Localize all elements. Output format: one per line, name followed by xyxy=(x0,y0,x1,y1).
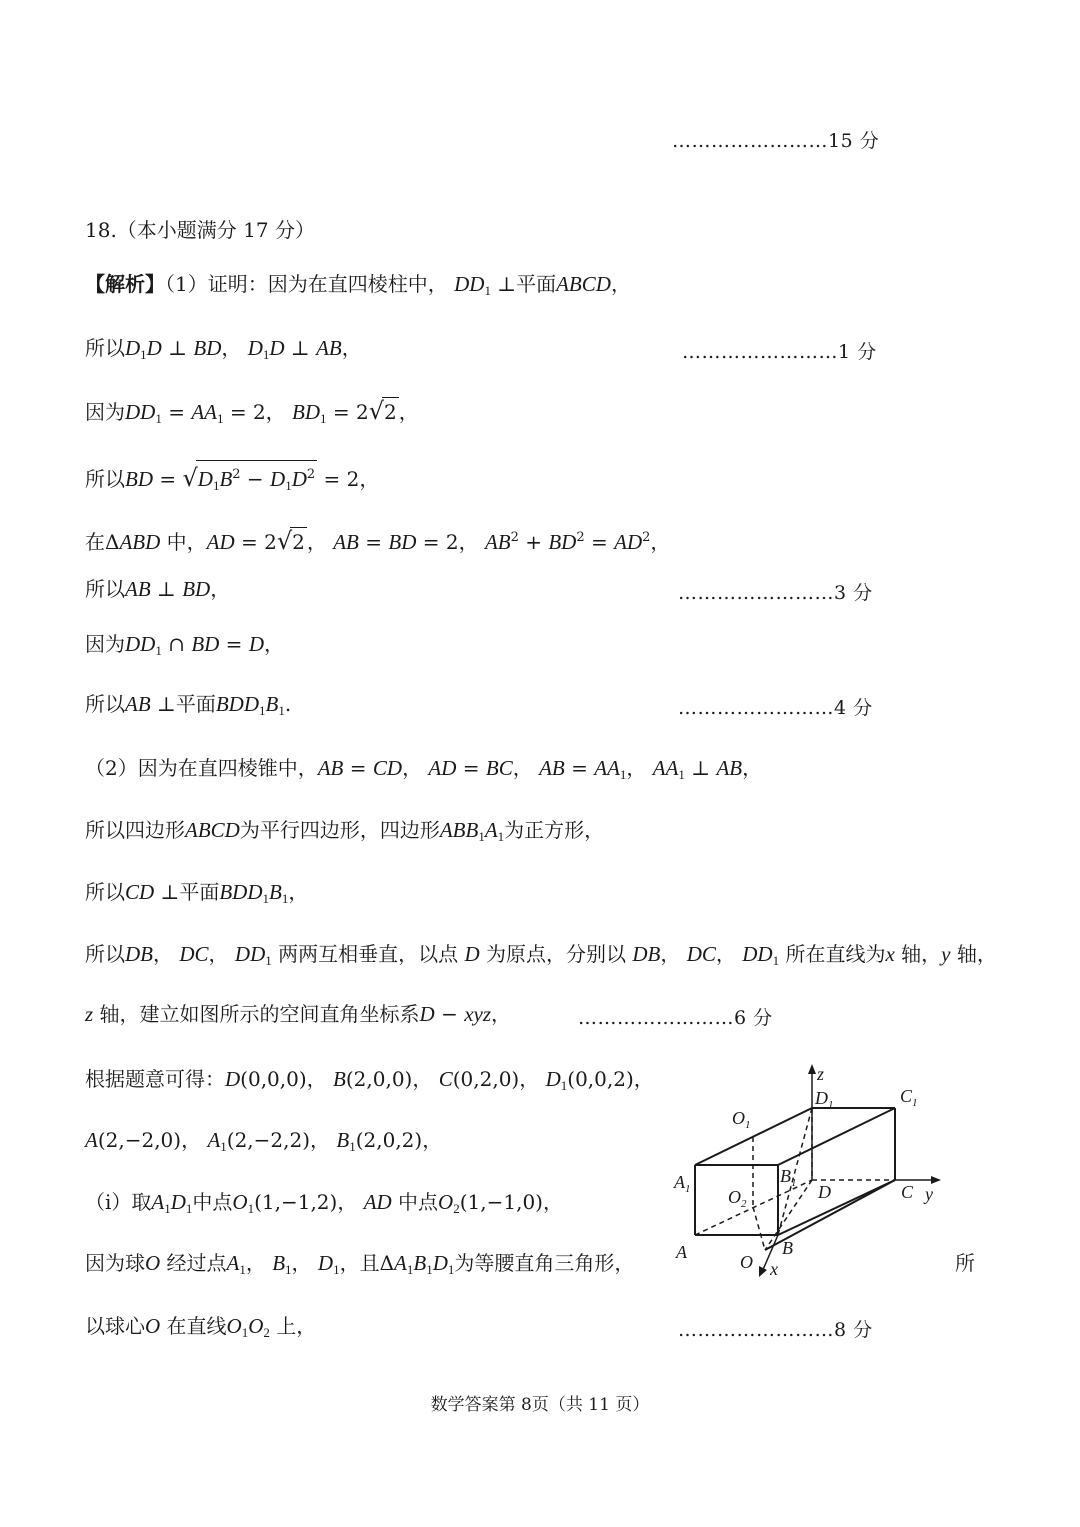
analysis-line-1: 【解析】（1）证明：因为在直四棱柱中， $DD_1$ ⊥平面ABCD， xyxy=(85,272,631,298)
analysis-line-9: （2）因为在直四棱锥中，AB = CD， AD = BC， AB = $AA_1$， $AA_1$ ⊥ AB， xyxy=(85,756,763,782)
analysis-line-12: 所以DB， DC， $DD_1$ 两两互相垂直，以点 D 为原点，分别以 DB， DC， $DD_1$ 所在直线为x 轴，y 轴， xyxy=(85,942,997,968)
label-d1: $D_1$ xyxy=(815,1088,834,1111)
analysis-line-7: 因为$DD_1$ ∩ BD = D， xyxy=(85,632,284,658)
problem-heading: 18.（本小题满分 17 分） xyxy=(85,218,315,242)
label-x: x xyxy=(770,1259,778,1279)
analysis-line-17: 因为球O 经过点$A_1$， $B_1$， $D_1$，且$\Delta A_1B_1D_1$为等腰直角三角形， xyxy=(85,1251,635,1277)
label-b: B xyxy=(782,1238,793,1258)
line-o2-o xyxy=(753,1207,765,1250)
label-c1: $C_1$ xyxy=(900,1086,918,1109)
analysis-line-4: 所以BD = $√D_1B^2 - D_1D^2 = 2$， xyxy=(85,460,379,500)
label-o: O xyxy=(740,1252,753,1272)
analysis-line-15: A(2,−2,0)， $A_1(2,-2,2)$， $B_1(2,0,2)$， xyxy=(85,1128,443,1154)
analysis-line-6: 所以AB ⊥ BD， xyxy=(85,577,231,601)
score-3: ……………………3 分 xyxy=(678,582,873,604)
analysis-line-10: 所以四边形ABCD为平行四边形，四边形$ABB_1A_1$为正方形， xyxy=(85,818,605,844)
analysis-line-16: （i）取$A_1D_1$中点$O_1(1,-1,2)$， AD 中点$O_2(1,-1,0)$， xyxy=(85,1190,563,1216)
label-o2: $O_2$ xyxy=(728,1187,747,1210)
analysis-line-8: 所以AB ⊥平面$BDD_1B_1$. xyxy=(85,692,292,718)
label-b1: $B_1$ xyxy=(780,1166,797,1189)
score-1: ……………………1 分 xyxy=(682,341,877,363)
analysis-line-11: 所以CD ⊥平面$BDD_1B_1$， xyxy=(85,880,309,906)
score-8: ……………………8 分 xyxy=(678,1319,873,1341)
label-a: A xyxy=(676,1242,687,1262)
label-o1: $O_1$ xyxy=(732,1108,751,1131)
label-d: D xyxy=(818,1182,831,1202)
x-arrow xyxy=(759,1266,767,1277)
score-15: ……………………15 分 xyxy=(672,130,880,152)
y-arrow xyxy=(931,1176,941,1184)
analysis-label: 【解析】 xyxy=(85,272,165,296)
analysis-line-2: 所以$D_1D$ ⊥ BD， $D_1D$ ⊥ AB， xyxy=(85,336,362,362)
analysis-line-14: 根据题意可得：D(0,0,0)， B(2,0,0)， C(0,2,0)， $D_1(0,0,2)$， xyxy=(85,1067,654,1093)
p1-intro: （1）证明：因为在直四棱柱中， xyxy=(165,272,448,296)
analysis-line-13: z 轴，建立如图所示的空间直角坐标系D − xyz， xyxy=(85,1002,512,1026)
score-4: ……………………4 分 xyxy=(678,697,873,719)
page-footer: 数学答案第 8页（共 11 页） xyxy=(430,1395,650,1415)
analysis-line-17-tail: 所 xyxy=(955,1251,975,1275)
analysis-line-18: 以球心O 在直线$O_1O_2$ 上， xyxy=(85,1314,317,1340)
label-z: z xyxy=(817,1064,825,1084)
label-a1: $A_1$ xyxy=(674,1172,691,1195)
analysis-line-3: 因为$DD_1 = AA_1 = 2$， $BD_1 = 2√2$ ， xyxy=(85,397,419,426)
z-arrow xyxy=(808,1064,816,1074)
label-c: C xyxy=(901,1182,914,1202)
analysis-line-5: 在ΔABD 中，AD = 2√2 ， AB = BD = 2， $AB^2 + BD^2 = AD^2$， xyxy=(85,527,671,555)
label-y: y xyxy=(925,1184,933,1204)
prism-figure xyxy=(660,1060,960,1285)
score-6: ……………………6 分 xyxy=(578,1007,773,1029)
